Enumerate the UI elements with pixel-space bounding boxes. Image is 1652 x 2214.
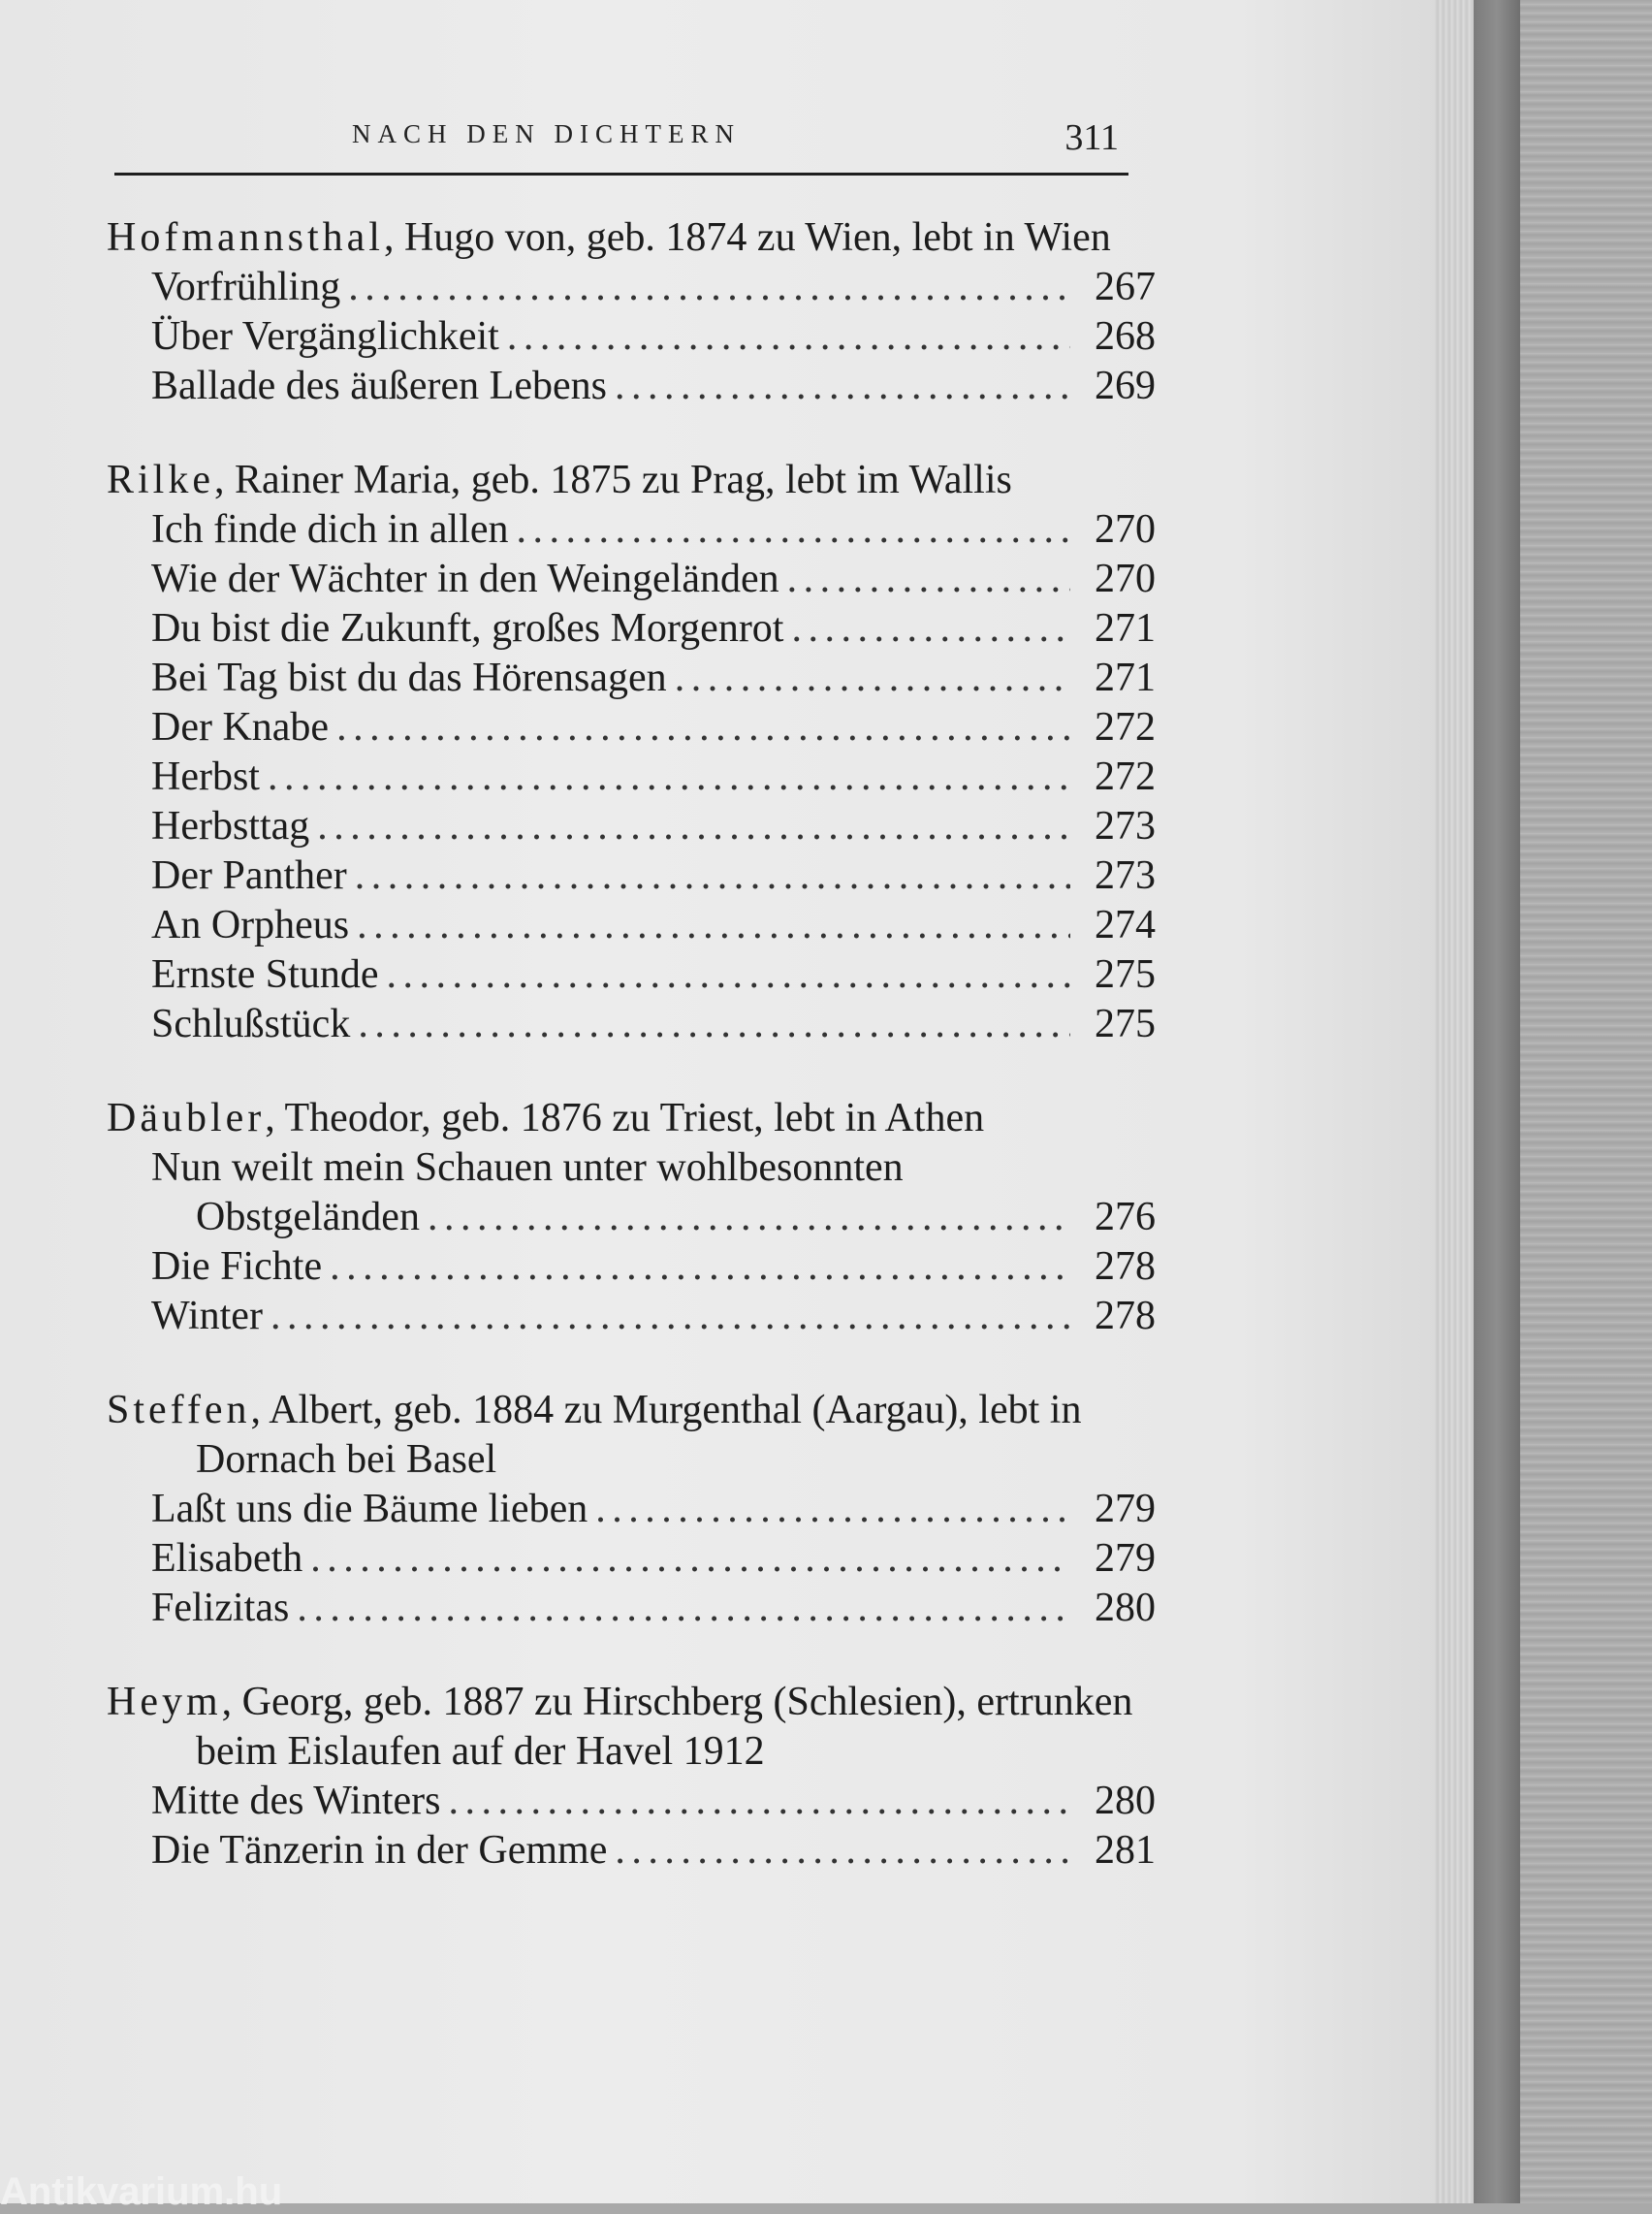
entry-title: Der Panther bbox=[151, 853, 347, 898]
leader-dots bbox=[268, 753, 1070, 802]
entry-page: 270 bbox=[1095, 507, 1156, 552]
cover-cloth bbox=[1520, 0, 1652, 2203]
entry-title: Herbst bbox=[151, 754, 260, 799]
toc-entry[interactable] bbox=[107, 1826, 1156, 1876]
toc-entry[interactable] bbox=[107, 1534, 1156, 1584]
toc-entry[interactable] bbox=[107, 555, 1156, 604]
entry-title: Schlußstück bbox=[151, 1002, 351, 1046]
entry-title: An Orpheus bbox=[151, 903, 350, 947]
entry-page: 268 bbox=[1095, 314, 1156, 359]
author-name: Heym bbox=[107, 1680, 222, 1724]
entry-page: 280 bbox=[1095, 1586, 1156, 1630]
entry-page: 274 bbox=[1095, 903, 1156, 947]
author-heading bbox=[107, 456, 1156, 505]
toc-entry[interactable] bbox=[107, 604, 1156, 654]
author-name: Rilke bbox=[107, 458, 214, 502]
author-name: Hofmannsthal bbox=[107, 215, 384, 260]
entry-title: Herbsttag bbox=[151, 804, 310, 849]
entry-title: Winter bbox=[151, 1294, 263, 1338]
author-block bbox=[107, 213, 1156, 411]
author-heading bbox=[107, 1386, 1156, 1485]
entry-title: Die Fichte bbox=[151, 1244, 323, 1289]
toc-entry[interactable] bbox=[107, 1292, 1156, 1341]
entry-page: 276 bbox=[1095, 1195, 1156, 1239]
leader-dots bbox=[595, 1485, 1070, 1534]
leader-dots bbox=[348, 263, 1070, 312]
watermark: Antikvarium.hu bbox=[0, 2170, 283, 2213]
toc-entry[interactable] bbox=[107, 263, 1156, 312]
leader-dots bbox=[791, 604, 1070, 654]
leader-dots bbox=[517, 505, 1070, 555]
entry-title: Wie der Wächter in den Weingeländen bbox=[151, 557, 779, 601]
author-heading bbox=[107, 213, 1156, 263]
entry-page: 273 bbox=[1095, 804, 1156, 849]
author-heading bbox=[107, 1678, 1156, 1777]
toc-entry[interactable] bbox=[107, 362, 1156, 411]
toc-entry[interactable] bbox=[107, 312, 1156, 362]
entry-page: 272 bbox=[1095, 705, 1156, 750]
leader-dots bbox=[297, 1584, 1070, 1633]
author-details: , Georg, geb. 1887 zu Hirschberg (Schlesien), ertrunken beim Eislaufen auf der Havel 1912 bbox=[196, 1680, 1133, 1774]
toc-entry[interactable] bbox=[107, 703, 1156, 753]
entry-title-line-2-row bbox=[151, 1193, 1156, 1242]
leader-dots bbox=[787, 555, 1070, 604]
toc-entry[interactable] bbox=[107, 901, 1156, 950]
author-block bbox=[107, 1386, 1156, 1633]
entry-page: 280 bbox=[1095, 1779, 1156, 1823]
entry-title: Die Tänzerin in der Gemme bbox=[151, 1828, 608, 1873]
entry-page: 275 bbox=[1095, 1002, 1156, 1046]
entry-title-line-1: Nun weilt mein Schauen unter wohlbesonnten bbox=[151, 1145, 904, 1190]
leader-dots bbox=[310, 1534, 1070, 1584]
author-details: , Albert, geb. 1884 zu Murgenthal (Aargau), lebt in Dornach bei Basel bbox=[196, 1388, 1082, 1482]
entry-title: Vorfrühling bbox=[151, 265, 341, 309]
author-details: , Rainer Maria, geb. 1875 zu Prag, lebt im Wallis bbox=[214, 458, 1012, 502]
entry-page: 269 bbox=[1095, 364, 1156, 408]
running-head bbox=[114, 114, 1128, 176]
leader-dots bbox=[358, 1000, 1070, 1049]
leader-dots bbox=[336, 703, 1070, 753]
entry-title: Elisabeth bbox=[151, 1536, 303, 1581]
entry-page: 281 bbox=[1095, 1828, 1156, 1873]
leader-dots bbox=[507, 312, 1070, 362]
author-details: , Theodor, geb. 1876 zu Triest, lebt in Athen bbox=[265, 1096, 985, 1140]
entry-page: 270 bbox=[1095, 557, 1156, 601]
author-name: Däubler bbox=[107, 1096, 266, 1140]
leader-dots bbox=[615, 362, 1070, 411]
toc-entry[interactable] bbox=[107, 1485, 1156, 1534]
author-block bbox=[107, 1678, 1156, 1876]
page-number: 311 bbox=[1064, 117, 1119, 158]
entry-page: 272 bbox=[1095, 754, 1156, 799]
entry-title: Du bist die Zukunft, großes Morgenrot bbox=[151, 606, 784, 651]
author-block bbox=[107, 1094, 1156, 1341]
toc-entry[interactable] bbox=[107, 1000, 1156, 1049]
entry-page: 279 bbox=[1095, 1487, 1156, 1531]
entry-title: Bei Tag bist du das Hörensagen bbox=[151, 656, 667, 700]
entry-title: Über Vergänglichkeit bbox=[151, 314, 499, 359]
toc-entry[interactable] bbox=[107, 802, 1156, 851]
leader-dots bbox=[270, 1292, 1070, 1341]
leader-dots bbox=[428, 1193, 1070, 1242]
leader-dots bbox=[386, 950, 1070, 1000]
leader-dots bbox=[357, 901, 1070, 950]
leader-dots bbox=[355, 851, 1070, 901]
leader-dots bbox=[615, 1826, 1070, 1876]
table-of-contents bbox=[107, 213, 1156, 1920]
running-title: NACH DEN DICHTERN bbox=[352, 119, 741, 148]
entry-title: Der Knabe bbox=[151, 705, 330, 750]
author-block bbox=[107, 456, 1156, 1049]
entry-page: 275 bbox=[1095, 952, 1156, 997]
entry-title: Laßt uns die Bäume lieben bbox=[151, 1487, 588, 1531]
entry-page: 271 bbox=[1095, 606, 1156, 651]
entry-title: Felizitas bbox=[151, 1586, 290, 1630]
entry-page: 271 bbox=[1095, 656, 1156, 700]
toc-entry[interactable] bbox=[107, 505, 1156, 555]
toc-entry[interactable] bbox=[107, 1242, 1156, 1292]
toc-entry[interactable] bbox=[107, 753, 1156, 802]
author-name: Steffen bbox=[107, 1388, 251, 1432]
author-heading bbox=[107, 1094, 1156, 1143]
toc-entry[interactable] bbox=[107, 654, 1156, 703]
entry-title: Mitte des Winters bbox=[151, 1779, 441, 1823]
toc-entry[interactable] bbox=[107, 851, 1156, 901]
entry-page: 278 bbox=[1095, 1294, 1156, 1338]
entry-title: Ballade des äußeren Lebens bbox=[151, 364, 607, 408]
cover-spine bbox=[1474, 0, 1520, 2203]
toc-entry[interactable] bbox=[107, 1777, 1156, 1826]
toc-entry[interactable] bbox=[107, 1143, 1156, 1242]
leader-dots bbox=[449, 1777, 1071, 1826]
author-details: , Hugo von, geb. 1874 zu Wien, lebt in Wien bbox=[383, 215, 1111, 260]
leader-dots bbox=[317, 802, 1070, 851]
leader-dots bbox=[330, 1242, 1070, 1292]
toc-entry[interactable] bbox=[107, 1584, 1156, 1633]
entry-title: Ernste Stunde bbox=[151, 952, 379, 997]
entry-page: 279 bbox=[1095, 1536, 1156, 1581]
entry-title: Ich finde dich in allen bbox=[151, 507, 509, 552]
entry-page: 267 bbox=[1095, 265, 1156, 309]
page-edges bbox=[1435, 0, 1474, 2203]
toc-entry[interactable] bbox=[107, 950, 1156, 1000]
entry-title-line-2: Obstgeländen bbox=[196, 1195, 420, 1239]
entry-page: 273 bbox=[1095, 853, 1156, 898]
leader-dots bbox=[675, 654, 1070, 703]
entry-page: 278 bbox=[1095, 1244, 1156, 1289]
